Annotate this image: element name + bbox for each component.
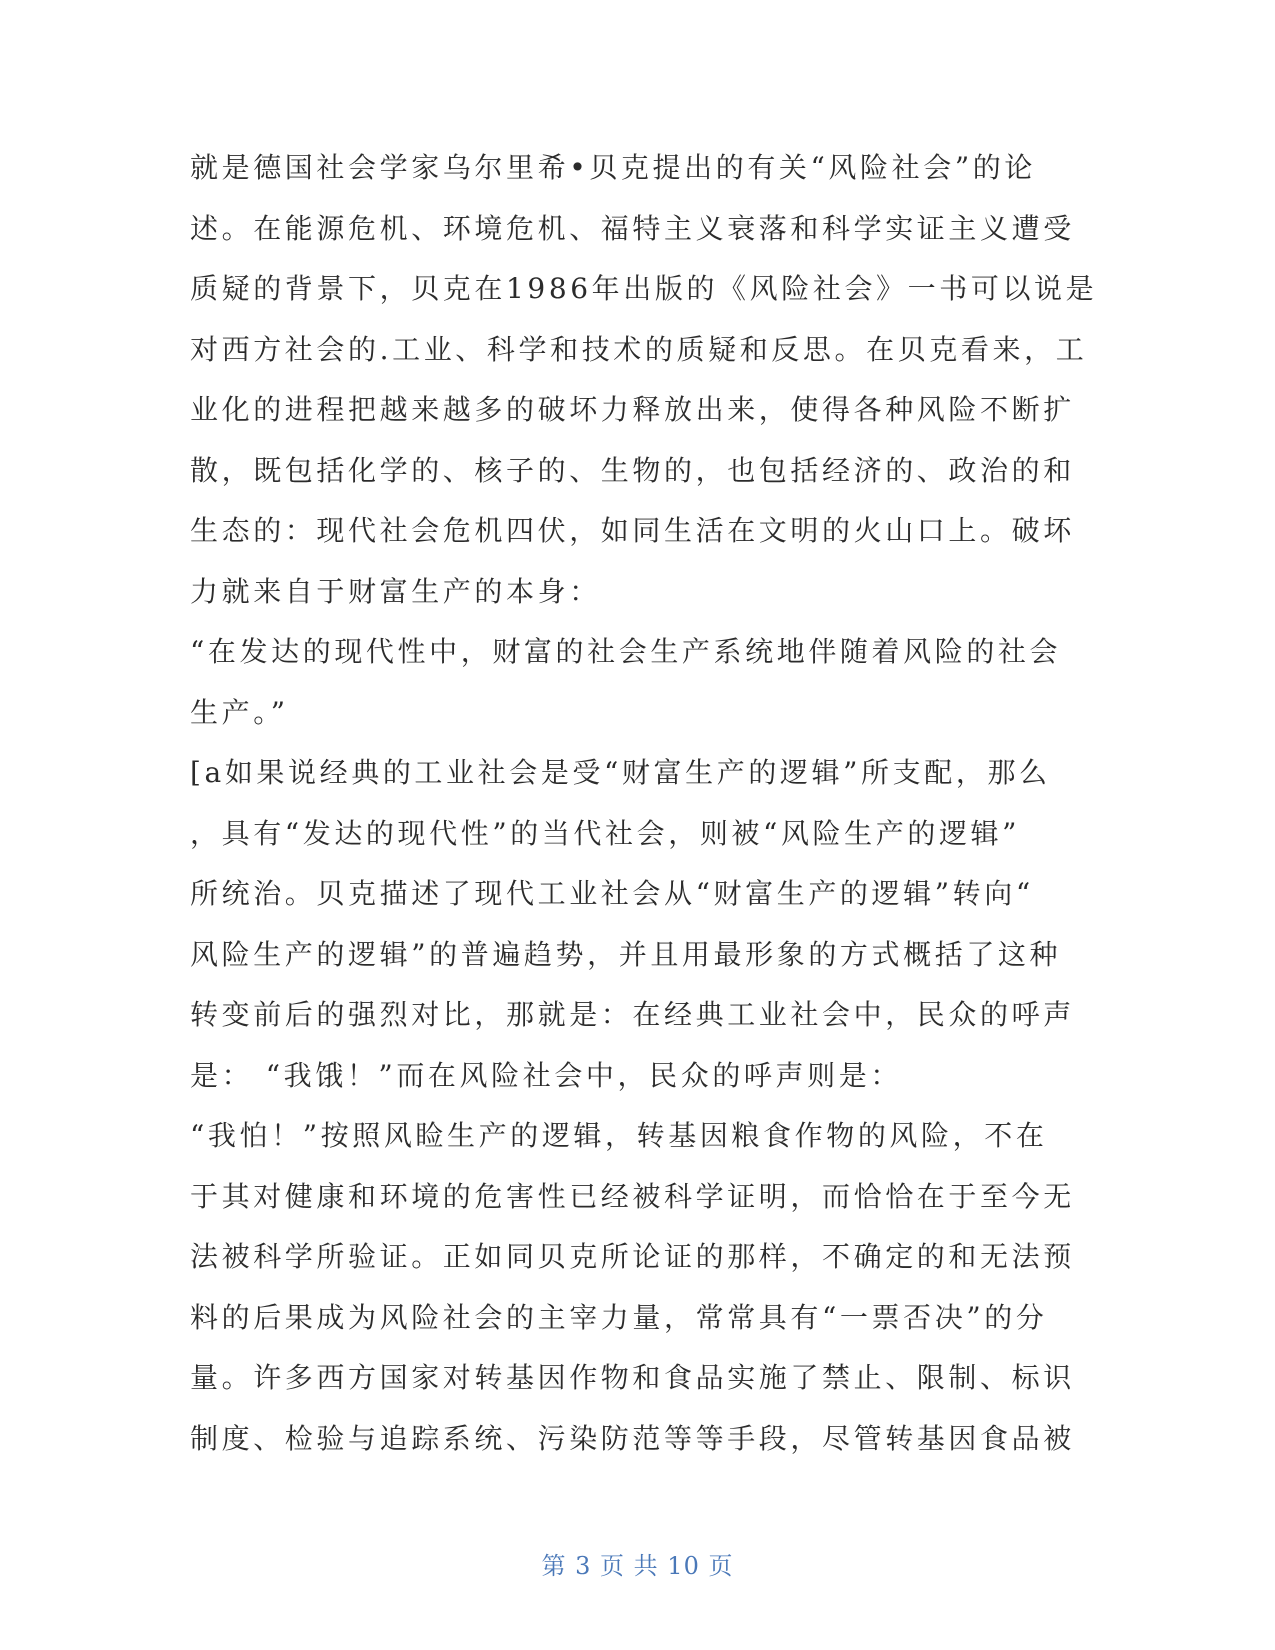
- text-line: 力就来自于财富生产的本身：: [190, 574, 601, 608]
- text-line: 制度、检验与追踪系统、污染防范等等手段，尽管转基因食品被: [190, 1421, 1075, 1455]
- text-line: 生态的：现代社会危机四伏，如同生活在文明的火山口上。破坏: [190, 514, 1075, 547]
- text-line: 述。在能源危机、环境危机、福特主义衰落和科学实证主义遭受: [190, 211, 1075, 245]
- text-line: 是： “我饿！”而在风险社会中，民众的呼声则是：: [190, 1058, 902, 1092]
- text-line: 就是德国社会学家乌尔里希•贝克提出的有关“风险社会”的论: [190, 151, 1036, 184]
- text-line: 散，既包括化学的、核子的、生物的，也包括经济的、政治的和: [190, 453, 1075, 487]
- text-line: 量。许多西方国家对转基因作物和食品实施了禁止、限制、标识: [190, 1361, 1075, 1394]
- text-line: 生产。”: [190, 695, 289, 729]
- page-footer: [0, 1546, 1275, 1581]
- text-line: 风险生产的逻辑”的普遍趋势，并且用最形象的方式概括了这种: [190, 937, 1062, 971]
- text-line: 于其对健康和环境的危害性已经被科学证明，而恰恰在于至今无: [190, 1179, 1075, 1213]
- text-line: 转变前后的强烈对比，那就是：在经典工业社会中，民众的呼声: [190, 998, 1075, 1031]
- text-line: “我怕！”按照风睑生产的逻辑，转基因粮食作物的风险，不在: [190, 1119, 1048, 1152]
- page-number-label: 第 3 页 共 10 页: [541, 1552, 734, 1580]
- text-line: 法被科学所验证。正如同贝克所论证的那样，不确定的和无法预: [190, 1240, 1075, 1273]
- text-line: 所统治。贝克描述了现代工业社会从“财富生产的逻辑”转向“: [190, 877, 1034, 910]
- text-line: [a如果说经典的工业社会是受“财富生产的逻辑”所支配，那么: [190, 756, 1051, 789]
- text-line: 料的后果成为风险社会的主宰力量，常常具有“一票否决”的分: [190, 1300, 1048, 1334]
- text-line: 质疑的背景下，贝克在1986年出版的《风险社会》一书可以说是: [190, 272, 1098, 305]
- body-text: [190, 138, 1098, 1469]
- text-line: “在发达的现代性中，财富的社会生产系统地伴随着风险的社会: [190, 635, 1062, 668]
- text-line: 对西方社会的.工业、科学和技术的质疑和反思。在贝克看来，工: [190, 332, 1088, 366]
- text-line: ，具有“发达的现代性”的当代社会，则被“风险生产的逻辑”: [190, 816, 1021, 850]
- text-line: 业化的进程把越来越多的破坏力释放出来，使得各种风险不断扩: [190, 393, 1075, 426]
